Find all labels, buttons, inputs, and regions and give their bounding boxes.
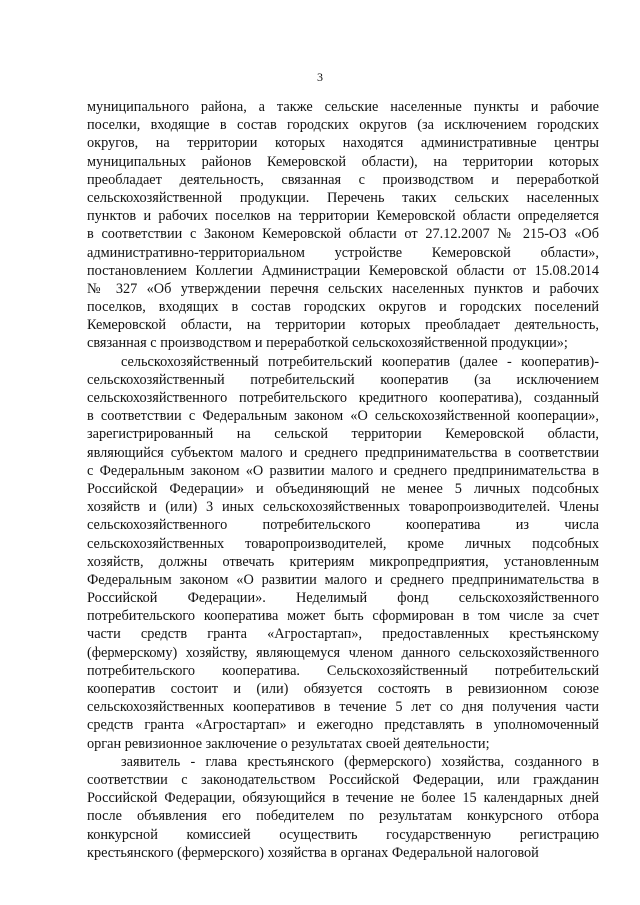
text-line: потребительского кооператива. Сельскохозяйственный потребительский: [87, 662, 599, 679]
text-line: крестьянского (фермерского) хозяйства в органах Федеральной налоговой: [87, 844, 539, 861]
text-line: являющийся субъектом малого и среднего предпринимательства в соответствии: [87, 444, 599, 461]
text-line: после объявления его победителем по результатам конкурсного отбора: [87, 808, 599, 825]
text-line: поселков, входящих в состав городских округов и городских поселений: [87, 299, 599, 316]
text-line: административно-территориальном устройстве Кемеровской области»,: [87, 244, 599, 261]
text-line: связанная с производством и переработкой сельскохозяйственной продукции»;: [87, 335, 568, 352]
text-line: муниципального района, а также сельские населенные пункты и рабочие: [87, 99, 599, 115]
text-line: средств гранта «Агростартап» и ежегодно представлять в уполномоченный: [87, 717, 599, 734]
text-line: части средств гранта «Агростартап», предоставленных крестьянскому: [87, 626, 599, 643]
text-line: в соответствии с Законом Кемеровской области от 27.12.2007 № 215-ОЗ «Об: [87, 226, 599, 243]
text-line: постановлением Коллегии Администрации Кемеровской области от 15.08.2014: [87, 262, 599, 279]
text-line: пунктов и рабочих поселков на территории Кемеровской области определяется: [87, 208, 599, 225]
text-line: Федеральным законом «О развитии малого и среднего предпринимательства в: [87, 571, 599, 588]
text-line: орган ревизионное заключение о результатах своей деятельности;: [87, 735, 490, 752]
text-line: округов, на территории которых находятся административные центры: [87, 135, 599, 152]
paragraph: [87, 353, 599, 753]
text-line: потребительского кооператива может быть сформирован в том числе за счет: [87, 608, 599, 625]
text-line: Российской Федерации» и объединяющий не менее 5 личных подсобных: [87, 480, 599, 497]
text-line: конкурсной комиссией осуществить государственную регистрацию: [87, 826, 599, 843]
paragraph: [87, 98, 599, 353]
text-line: поселки, входящие в состав городских округов (за исключением городских: [87, 117, 599, 134]
text-line: сельскохозяйственного потребительского кооператива из числа: [87, 517, 599, 534]
text-line: заявитель - глава крестьянского (фермерского) хозяйства, созданного в: [121, 753, 599, 770]
text-line: с Федеральным законом «О развитии малого и среднего предпринимательства в: [87, 462, 599, 479]
text-line: в соответствии с Федеральным законом «О сельскохозяйственной кооперации»,: [87, 408, 599, 425]
text-line: сельскохозяйственный потребительский кооператив (далее - кооператив)-: [121, 353, 599, 370]
text-line: сельскохозяйственный потребительский кооператив (за исключением: [87, 371, 599, 388]
paragraph: [87, 753, 599, 862]
text-line: сельскохозяйственных кооперативов в течение 5 лет со дня получения части: [87, 699, 599, 716]
text-line: преобладает деятельность, связанная с производством и переработкой: [87, 171, 599, 188]
text-line: № 327 «Об утверждении перечня сельских населенных пунктов и рабочих: [87, 280, 599, 297]
text-line: сельскохозяйственной продукции. Перечень таких сельских населенных: [87, 189, 599, 206]
text-line: Кемеровской области, на территории которых преобладает деятельность,: [87, 317, 599, 334]
text-line: зарегистрированный на сельской территории Кемеровской области,: [87, 426, 599, 443]
text-line: Российской Федерации, обязующийся в течение не более 15 календарных дней: [87, 790, 599, 807]
text-line: хозяйств, должны отвечать критериям микропредприятия, установленным: [87, 553, 599, 570]
text-line: сельскохозяйственного потребительского кредитного кооператива), созданный: [87, 390, 599, 406]
document-body: [87, 98, 599, 862]
text-line: сельскохозяйственных товаропроизводителей, кроме личных подсобных: [87, 535, 599, 552]
text-line: соответствии с законодательством Российской Федерации, или гражданин: [87, 771, 599, 788]
text-line: Российской Федерации». Неделимый фонд сельскохозяйственного: [87, 590, 599, 607]
text-line: хозяйств и (или) 3 иных сельскохозяйственных товаропроизводителей. Члены: [87, 499, 599, 516]
page-number: 3: [317, 70, 323, 84]
text-line: (фермерскому) хозяйству, являющемуся членом данного сельскохозяйственного: [87, 644, 599, 661]
text-line: муниципальных районов Кемеровской области), на территории которых: [87, 153, 599, 170]
text-line: кооператив состоит и (или) обязуется состоять в ревизионном союзе: [87, 681, 599, 697]
